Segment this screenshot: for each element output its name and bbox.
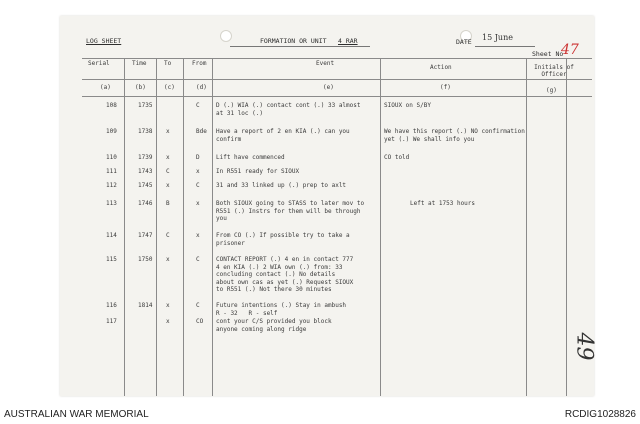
col-code: (f) xyxy=(440,84,451,91)
row-event-line: concluding contact (.) No details xyxy=(216,271,336,278)
rule xyxy=(82,58,592,59)
row-event-line: 31 and 33 linked up (.) prep to axlt xyxy=(216,182,347,189)
row-to: B xyxy=(166,200,170,207)
row-serial: 108 xyxy=(106,102,117,109)
row-event-line: about own cas as yet (.) Request SIOUX xyxy=(216,278,354,286)
row-to: x xyxy=(166,318,170,325)
col-code: (a) xyxy=(100,84,111,91)
col-heading-to: To xyxy=(164,60,172,67)
log-sheet-title: LOG SHEET xyxy=(86,37,122,45)
row-from: C xyxy=(196,182,200,189)
row-serial: 110 xyxy=(106,154,117,161)
row-to: C xyxy=(166,168,170,175)
row-to: x xyxy=(166,128,170,135)
row-event-line: to R551 (.) Not there 30 minutes xyxy=(216,286,332,293)
row-action-line: We have this report (.) NO confirmation xyxy=(384,128,525,135)
row-event-line: anyone coming along ridge xyxy=(216,325,307,333)
col-code: (b) xyxy=(135,84,146,91)
row-to: x xyxy=(166,182,170,189)
row-event-line: Lift have commenced xyxy=(216,154,285,161)
column-rule xyxy=(124,58,125,396)
col-code: (g) xyxy=(546,87,557,94)
row-serial: 117 xyxy=(106,318,117,325)
row-event-line: prisoner xyxy=(216,239,245,247)
row-action-line: CO told xyxy=(384,154,410,161)
row-event-line: 4 en KIA (.) 2 WIA own (.) from: 33 xyxy=(216,263,343,271)
row-event-line: Both SIOUX going to STASS to later mov to xyxy=(216,200,365,207)
row-time: 1746 xyxy=(138,200,153,207)
row-time: 1745 xyxy=(138,182,153,189)
row-event-line: R551 (.) Instrs for them will be through xyxy=(216,207,361,215)
row-event-line: you xyxy=(216,215,227,222)
row-from: x xyxy=(196,200,200,207)
row-event-line: cont your C/S provided you block xyxy=(216,318,332,325)
col-heading-event: Event xyxy=(316,60,335,67)
row-to: C xyxy=(166,232,170,239)
row-time: 1739 xyxy=(138,154,153,161)
row-from: C xyxy=(196,256,200,263)
punch-hole xyxy=(220,30,232,42)
row-time: 1747 xyxy=(138,232,153,239)
row-to: x xyxy=(166,154,170,161)
divider xyxy=(475,46,535,47)
formation-label: FORMATION OR UNIT xyxy=(260,37,327,45)
row-event-line: From CO (.) If possible try to take a xyxy=(216,232,350,239)
col-code: (d) xyxy=(196,84,207,91)
row-from: C xyxy=(196,102,200,109)
row-serial: 114 xyxy=(106,232,117,239)
row-from: CO xyxy=(196,318,204,325)
col-heading-time: Time xyxy=(132,60,147,67)
row-event-line: In R551 ready for SIOUX xyxy=(216,168,300,175)
footer-reference: RCDIG1028826 xyxy=(564,409,636,420)
row-serial: 111 xyxy=(106,168,117,175)
sheet-label: Sheet No xyxy=(532,50,564,58)
col-code: (e) xyxy=(323,84,334,91)
row-event-line: CONTACT REPORT (.) 4 en in contact 777 xyxy=(216,256,354,263)
log-sheet-page xyxy=(60,16,597,396)
date-label: DATE xyxy=(456,38,472,46)
rule xyxy=(82,79,592,80)
column-rule xyxy=(380,58,381,396)
row-time: 1735 xyxy=(138,102,153,109)
row-event-line: at 31 loc (.) xyxy=(216,109,263,117)
row-event-line: Future intentions (.) Stay in ambush xyxy=(216,302,347,309)
row-event-line: R - 32 R - self xyxy=(216,309,278,317)
row-from: Bde xyxy=(196,128,207,135)
row-serial: 109 xyxy=(106,128,117,135)
row-action-line: yet (.) We shall info you xyxy=(384,135,475,143)
formation-value: 4 RAR xyxy=(338,37,358,45)
row-event-line: confirm xyxy=(216,135,242,143)
row-serial: 113 xyxy=(106,200,117,207)
column-rule xyxy=(183,58,184,396)
row-time: 1814 xyxy=(138,302,153,309)
row-from: C xyxy=(196,302,200,309)
row-time: 1738 xyxy=(138,128,153,135)
row-event-line: Have a report of 2 en KIA (.) can you xyxy=(216,128,350,135)
row-to: x xyxy=(166,302,170,309)
row-event-line: D (.) WIA (.) contact cont (.) 33 almost xyxy=(216,102,361,109)
row-action-line: SIOUX on S/BY xyxy=(384,102,431,109)
col-code: (c) xyxy=(164,84,175,91)
column-rule xyxy=(566,58,567,396)
rule xyxy=(82,96,592,97)
col-heading-action: Action xyxy=(430,64,452,71)
divider xyxy=(230,46,370,47)
column-rule xyxy=(156,58,157,396)
sheet-number: 47 xyxy=(561,42,579,58)
col-heading-from: From xyxy=(192,60,207,67)
margin-note: 49 xyxy=(571,332,597,361)
row-from: x xyxy=(196,168,200,175)
column-rule xyxy=(212,58,213,396)
column-rule xyxy=(526,58,527,396)
row-time: 1750 xyxy=(138,256,153,263)
row-time: 1743 xyxy=(138,168,153,175)
date-value: 15 June xyxy=(482,33,513,42)
row-serial: 112 xyxy=(106,182,117,189)
row-from: D xyxy=(196,154,200,161)
footer-source: AUSTRALIAN WAR MEMORIAL xyxy=(4,409,149,420)
row-to: x xyxy=(166,256,170,263)
row-serial: 116 xyxy=(106,302,117,309)
row-serial: 115 xyxy=(106,256,117,263)
col-heading-initials: Initials of Officer xyxy=(534,64,574,78)
row-from: x xyxy=(196,232,200,239)
row-action-line: Left at 1753 hours xyxy=(410,200,476,207)
col-heading-serial: Serial xyxy=(88,60,110,67)
